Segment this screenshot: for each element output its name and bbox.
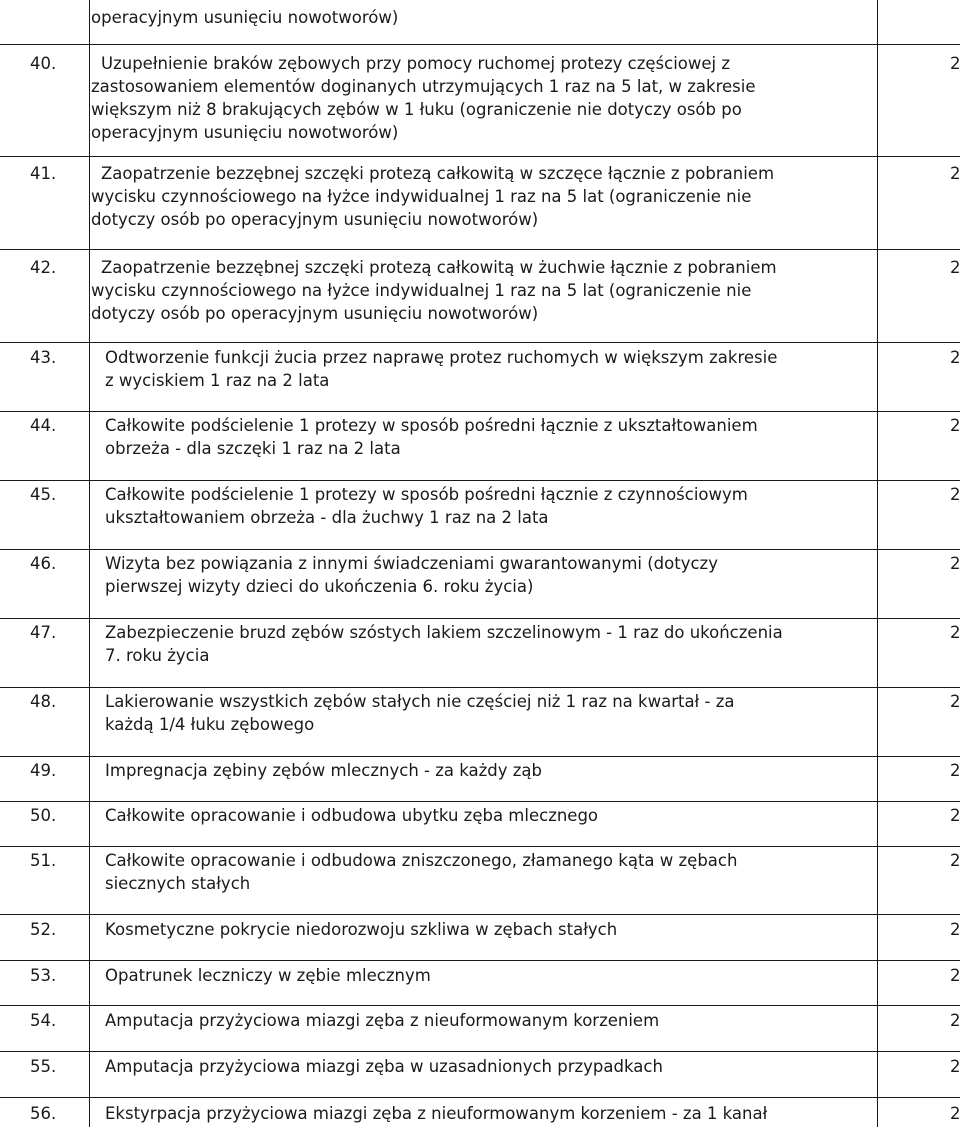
- row-number: 55.: [30, 1057, 57, 1076]
- row-number: 54.: [30, 1011, 57, 1030]
- row-number: 40.: [30, 54, 57, 73]
- row-number: 51.: [30, 851, 57, 870]
- row-value: 2: [950, 554, 960, 573]
- row-border: [0, 846, 960, 847]
- row-description-continued: operacyjnym usunięciu nowotworów): [91, 8, 399, 27]
- row-number: 44.: [30, 416, 57, 435]
- row-number: 45.: [30, 485, 57, 504]
- row-value: 2: [950, 164, 960, 183]
- row-description: Zaopatrzenie bezzębnej szczęki protezą całkowitą w żuchwie łącznie z pobraniem wycisku czynnościowego na łyżce indywidualnej 1 raz na 5 lat (ograniczenie nie dotyczy osób po operacyjnym usunięciu nowotworów): [91, 258, 777, 323]
- row-value: 2: [950, 485, 960, 504]
- row-border: [0, 801, 960, 802]
- row-border: [0, 1005, 960, 1006]
- row-value: 2: [950, 966, 960, 985]
- row-border: [0, 687, 960, 688]
- row-number: 43.: [30, 348, 57, 367]
- row-number: 41.: [30, 164, 57, 183]
- row-number: 52.: [30, 920, 57, 939]
- column-border: [877, 0, 878, 1127]
- row-description: Całkowite opracowanie i odbudowa zniszczonego, złamanego kąta w zębach siecznych stałych: [105, 851, 738, 893]
- row-description: Uzupełnienie braków zębowych przy pomocy ruchomej protezy częściowej z zastosowaniem elementów doginanych utrzymujących 1 raz na 5 lat, w zakresie większym niż 8 brakujących zębów w 1 łuku (ograniczenie nie dotyczy osób po operacyjnym usunięciu nowotworów): [91, 54, 756, 142]
- row-number: 56.: [30, 1104, 57, 1123]
- row-description: Ekstyrpacja przyżyciowa miazgi zęba z nieuformowanym korzeniem - za 1 kanał: [105, 1104, 768, 1123]
- row-number: 47.: [30, 623, 57, 642]
- row-description: Zaopatrzenie bezzębnej szczęki protezą całkowitą w szczęce łącznie z pobraniem wycisku czynnościowego na łyżce indywidualnej 1 raz na 5 lat (ograniczenie nie dotyczy osób po operacyjnym usunięciu nowotworów): [91, 164, 775, 229]
- row-description: Amputacja przyżyciowa miazgi zęba w uzasadnionych przypadkach: [105, 1057, 663, 1076]
- row-description: Wizyta bez powiązania z innymi świadczeniami gwarantowanymi (dotyczy pierwszej wizyty dzieci do ukończenia 6. roku życia): [105, 554, 718, 596]
- row-value: 2: [950, 258, 960, 277]
- row-number: 42.: [30, 258, 57, 277]
- row-value: 2: [950, 692, 960, 711]
- row-border: [0, 342, 960, 343]
- row-value: 2: [950, 920, 960, 939]
- row-border: [0, 156, 960, 157]
- row-border: [0, 756, 960, 757]
- row-border: [0, 411, 960, 412]
- row-value: 2: [950, 851, 960, 870]
- row-description: Odtworzenie funkcji żucia przez naprawę protez ruchomych w większym zakresie z wyciskiem 1 raz na 2 lata: [105, 348, 778, 390]
- row-number: 48.: [30, 692, 57, 711]
- row-border: [0, 44, 960, 45]
- row-value: 2: [950, 416, 960, 435]
- row-value: 2: [950, 806, 960, 825]
- row-border: [0, 1097, 960, 1098]
- row-description: Opatrunek leczniczy w zębie mlecznym: [105, 966, 431, 985]
- row-border: [0, 480, 960, 481]
- row-number: 53.: [30, 966, 57, 985]
- row-description: Całkowite podścielenie 1 protezy w sposób pośredni łącznie z czynnościowym ukształtowaniem obrzeża - dla żuchwy 1 raz na 2 lata: [105, 485, 748, 527]
- row-description: Całkowite opracowanie i odbudowa ubytku zęba mlecznego: [105, 806, 599, 825]
- row-border: [0, 618, 960, 619]
- row-description: Całkowite podścielenie 1 protezy w sposób pośredni łącznie z ukształtowaniem obrzeża - dla szczęki 1 raz na 2 lata: [105, 416, 758, 458]
- row-number: 46.: [30, 554, 57, 573]
- row-value: 2: [950, 1104, 960, 1123]
- row-border: [0, 960, 960, 961]
- row-description: Impregnacja zębiny zębów mlecznych - za każdy ząb: [105, 761, 543, 780]
- row-value: 2: [950, 348, 960, 367]
- row-border: [0, 914, 960, 915]
- row-value: 2: [950, 761, 960, 780]
- row-number: 49.: [30, 761, 57, 780]
- row-value: 2: [950, 1011, 960, 1030]
- column-border: [89, 0, 90, 1127]
- row-number: 50.: [30, 806, 57, 825]
- row-description: Lakierowanie wszystkich zębów stałych nie częściej niż 1 raz na kwartał - za każdą 1/4 łuku zębowego: [105, 692, 735, 734]
- row-border: [0, 1051, 960, 1052]
- row-description: Zabezpieczenie bruzd zębów szóstych lakiem szczelinowym - 1 raz do ukończenia 7. roku życia: [105, 623, 783, 665]
- row-border: [0, 249, 960, 250]
- row-border: [0, 549, 960, 550]
- row-value: 2: [950, 1057, 960, 1076]
- row-value: 2: [950, 54, 960, 73]
- row-description: Kosmetyczne pokrycie niedorozwoju szkliwa w zębach stałych: [105, 920, 618, 939]
- row-value: 2: [950, 623, 960, 642]
- row-description: Amputacja przyżyciowa miazgi zęba z nieuformowanym korzeniem: [105, 1011, 660, 1030]
